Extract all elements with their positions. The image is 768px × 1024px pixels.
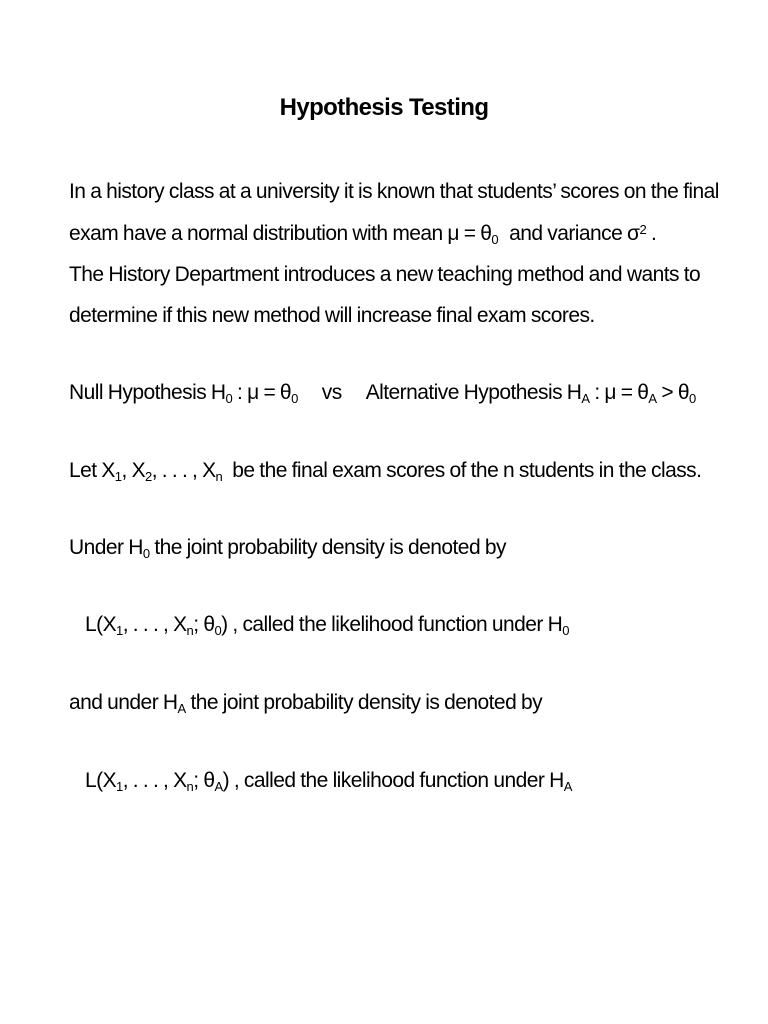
under-ha-text-1: and under H (69, 691, 178, 714)
under-h0-line (69, 536, 506, 561)
xn-subscript: n (215, 468, 223, 484)
intro-text-2a: exam have a normal distribution with mean μ = θ (69, 222, 492, 245)
lh0-text-4: ) , called the likelihood function under H (221, 613, 563, 636)
lh0-text-3: ; θ (193, 613, 215, 636)
null-hypothesis-expr: : μ = θ (232, 381, 292, 404)
lh0-subscript-1: 1 (116, 622, 123, 638)
lh0-subscript-h: 0 (562, 622, 569, 638)
likelihood-h0-line (85, 613, 569, 638)
intro-line-4 (69, 305, 595, 326)
lh0-subscript-n: n (186, 622, 194, 638)
let-text-1: Let X (69, 459, 115, 482)
intro-line-1 (69, 181, 719, 202)
under-h0-subscript: 0 (142, 545, 150, 561)
x2-subscript: 2 (145, 468, 152, 484)
intro-text-4: determine if this new method will increase final exam scores. (69, 304, 595, 327)
lha-text-2: , . . . , X (122, 769, 187, 792)
under-h0-text-2: the joint probability density is denoted by (149, 536, 506, 559)
let-text-4: be the final exam scores of the n students in the class. (232, 459, 702, 482)
under-h0-text-1: Under H (69, 536, 143, 559)
alternative-expr-1: : μ = θ (589, 381, 649, 404)
alt-theta-subscript-a: A (648, 390, 657, 406)
lha-subscript-h: A (563, 778, 572, 794)
lh0-text-1: L(X (85, 613, 117, 636)
lha-subscript-n: n (186, 778, 194, 794)
alternative-expr-2: > θ (656, 381, 689, 404)
page-title: Hypothesis Testing (279, 94, 489, 121)
lh0-text-2: , . . . , X (122, 613, 187, 636)
alternative-hypothesis-label: Alternative Hypothesis H (365, 381, 582, 404)
intro-line-2 (69, 221, 657, 247)
lh0-subscript-theta: 0 (214, 622, 222, 638)
intro-text-2b: and variance σ (509, 222, 640, 245)
lha-text-1: L(X (85, 769, 117, 792)
let-line (69, 459, 702, 484)
alt-h-subscript: A (581, 390, 590, 406)
under-ha-text-2: the joint probability density is denoted by (185, 691, 543, 714)
likelihood-ha-line (85, 769, 572, 794)
let-text-2: , X (121, 459, 146, 482)
null-h-subscript: 0 (225, 390, 233, 406)
intro-text-3: The History Department introduces a new teaching method and wants to (69, 263, 701, 286)
lha-subscript-1: 1 (116, 778, 123, 794)
intro-text-1: In a history class at a university it is known that students’ scores on the final (69, 180, 719, 203)
let-text-3: , . . . , X (151, 459, 216, 482)
intro-line-3 (69, 264, 700, 285)
sigma-superscript: 2 (639, 221, 647, 237)
theta-subscript: 0 (491, 231, 499, 247)
under-ha-subscript: A (177, 700, 186, 716)
lha-subscript-theta: A (214, 778, 223, 794)
lha-text-4: ) , called the likelihood function under H (222, 769, 564, 792)
intro-text-2c: . (646, 222, 657, 245)
x1-subscript: 1 (114, 468, 122, 484)
lha-text-3: ; θ (193, 769, 215, 792)
hypotheses-line (69, 381, 696, 406)
null-hypothesis-label: Null Hypothesis H (69, 381, 226, 404)
under-ha-line (69, 691, 543, 716)
null-theta-subscript: 0 (291, 390, 298, 406)
versus-text: vs (321, 381, 342, 404)
alt-theta-subscript-0: 0 (688, 390, 696, 406)
